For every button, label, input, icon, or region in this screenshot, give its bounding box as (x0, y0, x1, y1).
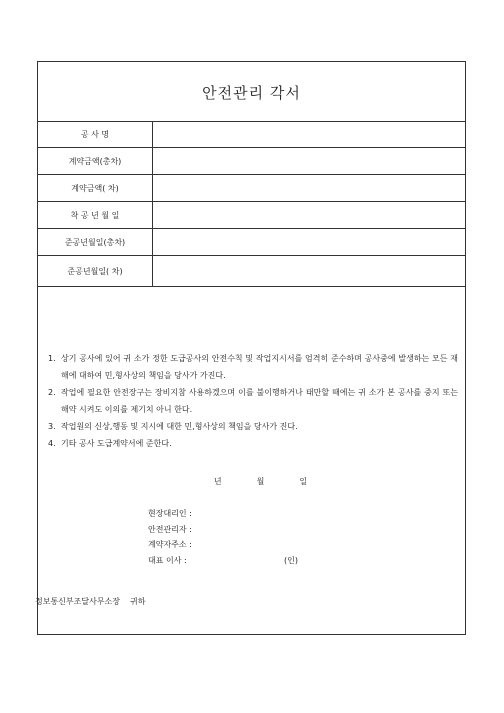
info-value (153, 256, 466, 287)
signer-block (148, 506, 298, 568)
info-row (38, 122, 465, 148)
clause-text: 작업에 필요한 안전장구는 장비지참 사용하겠으며 이를 불이행하거나 태만할 때에는 귀 소가 본 공사를 중지 또는 해약 시켜도 이의를 제기치 아니 한다. (61, 388, 458, 414)
clause-item (48, 384, 458, 418)
info-label: 착 공 년 월 일 (38, 202, 153, 229)
clause-number: 2. (48, 388, 56, 397)
signer-line (148, 522, 298, 538)
addressee-honorific: 귀하 (130, 597, 146, 606)
info-row (38, 175, 465, 202)
date-day: 일 (299, 477, 308, 486)
signer-line (148, 553, 298, 569)
info-row (38, 202, 465, 229)
signer-label: 대표 이사 : (148, 555, 187, 565)
info-label: 계약금액( 차) (38, 175, 153, 202)
info-label: 준공년월일(총차) (38, 229, 153, 256)
info-value (153, 148, 466, 175)
info-label: 준공년월일( 차) (38, 256, 153, 287)
clause-number: 3. (48, 422, 56, 431)
signer-label: 안전관리자 : (148, 524, 192, 534)
info-value (153, 229, 466, 256)
info-value (153, 175, 466, 202)
signer-line (148, 506, 298, 522)
clause-number: 4. (48, 439, 56, 448)
clause-item (48, 350, 458, 384)
clause-list (48, 350, 458, 452)
document-frame (37, 61, 466, 635)
date-month: 월 (256, 477, 265, 486)
document-title: 안전관리 각서 (202, 84, 301, 102)
info-value (153, 122, 466, 148)
info-row (38, 256, 465, 287)
date-year: 년 (213, 477, 222, 486)
clause-text: 상기 공사에 있어 귀 소가 정한 도급공사의 안전수칙 및 작업지시서를 엄격히 준수하며 공사중에 발생하는 모든 재해에 대하여 민,형사상의 책임을 당사가 가진다. (61, 354, 458, 380)
info-row (38, 148, 465, 175)
clause-number: 1. (48, 354, 56, 363)
info-value (153, 202, 466, 229)
clause-text: 기타 공사 도급계약서에 준한다. (61, 439, 172, 448)
info-row (38, 229, 465, 256)
clause-item (48, 435, 458, 452)
signer-seal: (인) (284, 555, 298, 565)
info-table (38, 121, 465, 287)
info-label: 공 사 명 (38, 122, 153, 148)
clause-text: 작업원의 신상,행동 및 지시에 대한 민,형사상의 책임을 당사가 진다. (61, 422, 298, 431)
signer-label: 현장대리인 : (148, 509, 192, 518)
info-label: 계약금액(총차) (38, 148, 153, 175)
addressee (35, 596, 145, 607)
addressee-office: 정보통신부조달사무소장 (35, 597, 121, 606)
clause-item (48, 418, 458, 435)
signer-line (148, 537, 298, 553)
date-line (38, 476, 465, 487)
signer-label: 계약자주소 : (148, 540, 192, 549)
